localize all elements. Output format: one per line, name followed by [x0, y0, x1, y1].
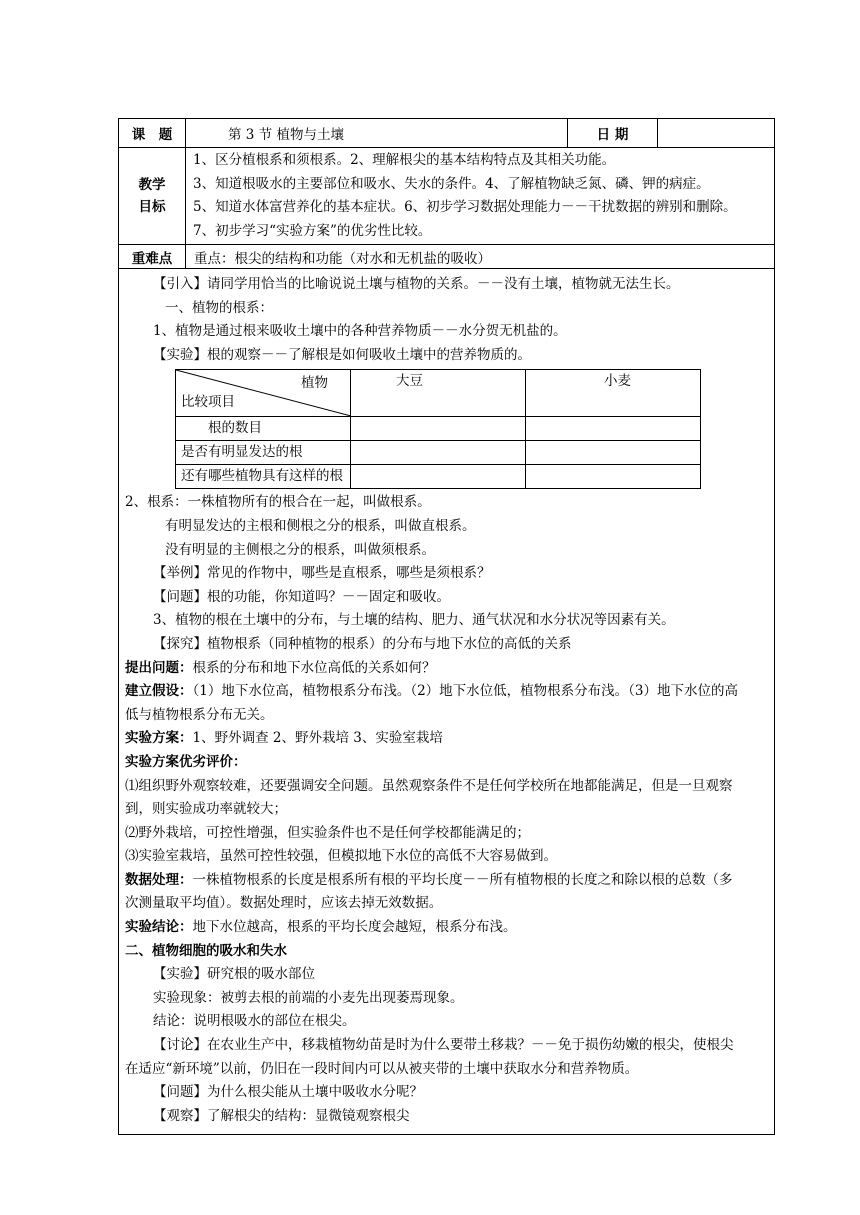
- hypothesis-text: （1）地下水位高，植物根系分布浅。（2）地下水位低，植物根系分布浅。（3）地下水位的高: [192, 683, 739, 700]
- root-comparison-table: [175, 369, 701, 489]
- body-line: 2、根系：一株植物所有的根合在一起，叫做根系。: [125, 494, 431, 511]
- diag-bottom-label: 比较项目: [181, 394, 235, 411]
- objective-line: 1、区分植根系和须根系。2、理解根尖的基本结构特点及其相关功能。: [193, 152, 616, 168]
- key-points-row: [119, 245, 775, 269]
- comparison-row: [176, 441, 701, 465]
- date-value: [658, 119, 775, 148]
- body-line: 3、植物的根在土壤中的分布，与土壤的结构、肥力、通气状况和水分状况等因素有关。: [153, 612, 675, 629]
- conclusion-label: 实验结论：: [125, 919, 193, 936]
- objective-line: 3、知道根吸水的主要部位和吸水、失水的条件。4、了解植物缺乏氮、磷、钾的病症。: [193, 175, 710, 192]
- key-points-label: 重难点: [119, 245, 186, 269]
- body-line: 没有明显的主侧根之分的根系，叫做须根系。: [165, 541, 435, 558]
- conclusion-line: [125, 916, 768, 940]
- body-line: 【探究】植物根系（同种植物的根系）的分布与地下水位的高低的关系: [153, 635, 572, 652]
- plan-label: 实验方案：: [125, 730, 193, 747]
- data-processing-text: 一株植物根系的长度是根系所有根的平均长度－－所有植物根的长度之和除以根的总数（多: [192, 871, 733, 888]
- section-heading-2: 二、植物细胞的吸水和失水: [125, 942, 287, 959]
- body-line: 实验现象：被剪去根的前端的小麦先出现萎焉现象。: [153, 989, 464, 1006]
- hypothesis-line: [125, 680, 768, 704]
- question-text: 根系的分布和地下水位高低的关系如何？: [192, 659, 436, 676]
- objectives-label-line-1: 教学: [138, 177, 166, 193]
- data-processing-line: [125, 869, 768, 893]
- date-label: 日 期: [568, 119, 658, 148]
- lesson-body: [119, 269, 775, 1135]
- body-line: 1、植物是通过根来吸收土壤中的各种营养物质－－水分贺无机盐的。: [153, 323, 567, 340]
- col-header-wheat: 小麦: [526, 370, 701, 417]
- cell: [526, 417, 701, 441]
- diag-top-label: 植物: [301, 375, 328, 392]
- objectives-content: [186, 148, 775, 245]
- body-line: ⑵野外栽培，可控性增强，但实验条件也不是任何学校都能满足的；: [125, 824, 530, 841]
- cell: [351, 465, 526, 489]
- comparison-row: [176, 417, 701, 441]
- body-line: 有明显发达的主根和侧根之分的根系，叫做直根系。: [165, 517, 476, 534]
- key-points-value: 重点：根尖的结构和功能（对水和无机盐的吸收）: [186, 245, 775, 269]
- cell: [526, 441, 701, 465]
- body-line: 【问题】根的功能，你知道吗？－－固定和吸收。: [153, 588, 450, 605]
- row-label: 还有哪些植物具有这样的根: [176, 465, 351, 489]
- body-line: 【引入】请同学用恰当的比喻说说土壤与植物的关系。－－没有土壤，植物就无法生长。: [153, 276, 680, 292]
- row-label: 是否有明显发达的根: [176, 441, 351, 465]
- body-row: [119, 269, 775, 1135]
- question-line: [125, 657, 768, 681]
- diagonal-header-cell: [176, 370, 351, 417]
- data-processing-label: 数据处理：: [125, 871, 193, 888]
- cell: [526, 465, 701, 489]
- section-heading-1: 一、植物的根系：: [165, 299, 273, 316]
- comparison-header-row: [176, 370, 701, 417]
- topic-value: 第 3 节 植物与土壤: [186, 119, 568, 148]
- hypothesis-label: 建立假设：: [125, 683, 193, 700]
- body-line: 【实验】研究根的吸水部位: [153, 966, 315, 983]
- col-header-soybean: 大豆: [351, 370, 526, 417]
- objectives-label: [119, 148, 186, 245]
- question-label: 提出问题：: [125, 659, 193, 676]
- objectives-row: [119, 148, 775, 245]
- cell: [351, 417, 526, 441]
- body-line: 【问题】为什么根尖能从土壤中吸收水分呢？: [153, 1084, 423, 1101]
- comparison-row: [176, 465, 701, 489]
- body-line: 低与植物根系分布无关。: [125, 706, 274, 723]
- body-line: 【讨论】在农业生产中，移栽植物幼苗是时为什么要带土移栽？－－免于损伤幼嫩的根尖，使根尖: [153, 1037, 734, 1054]
- objectives-label-line-2: 目标: [138, 199, 166, 215]
- objective-line: 5、知道水体富营养化的基本症状。6、初步学习数据处理能力－－干扰数据的辨别和删除。: [193, 199, 737, 215]
- body-line: 结论：说明根吸水的部位在根尖。: [153, 1013, 356, 1030]
- header-row: [119, 119, 775, 148]
- objective-line: 7、初步学习“实验方案”的优劣性比较。: [193, 222, 432, 239]
- cell: [351, 441, 526, 465]
- body-line: 次测量取平均值）。数据处理时，应该去掉无效数据。: [125, 895, 443, 912]
- body-line: ⑶实验室栽培，虽然可控性较强，但模拟地下水位的高低不大容易做到。: [125, 848, 557, 865]
- evaluation-heading: 实验方案优劣评价：: [125, 753, 247, 770]
- row-label: 根的数目: [176, 417, 351, 441]
- plan-text: 1、野外调查 2、野外栽培 3、实验室栽培: [192, 730, 443, 747]
- plan-line: [125, 727, 768, 751]
- conclusion-text: 地下水位越高，根系的平均长度会越短，根系分布浅。: [192, 919, 517, 936]
- topic-label: 课 题: [119, 119, 186, 148]
- body-line: 到，则实验成功率就较大；: [125, 801, 287, 818]
- body-line: 【观察】了解根尖的结构：显微镜观察根尖: [153, 1107, 410, 1124]
- body-line: 在适应“新环境”以前，仍旧在一段时间内可以从被夹带的土壤中获取水分和营养物质。: [125, 1060, 639, 1077]
- body-line: 【实验】根的观察－－了解根是如何吸收土壤中的营养物质的。: [153, 346, 531, 363]
- body-line: ⑴组织野外观察较难，还要强调安全问题。虽然观察条件不是任何学校所在地都能满足，但是一旦观察: [125, 777, 733, 794]
- body-line: 【举例】常见的作物中，哪些是直根系，哪些是须根系？: [153, 565, 491, 582]
- lesson-plan-table: [118, 118, 775, 1135]
- lesson-plan-page: [118, 118, 774, 1135]
